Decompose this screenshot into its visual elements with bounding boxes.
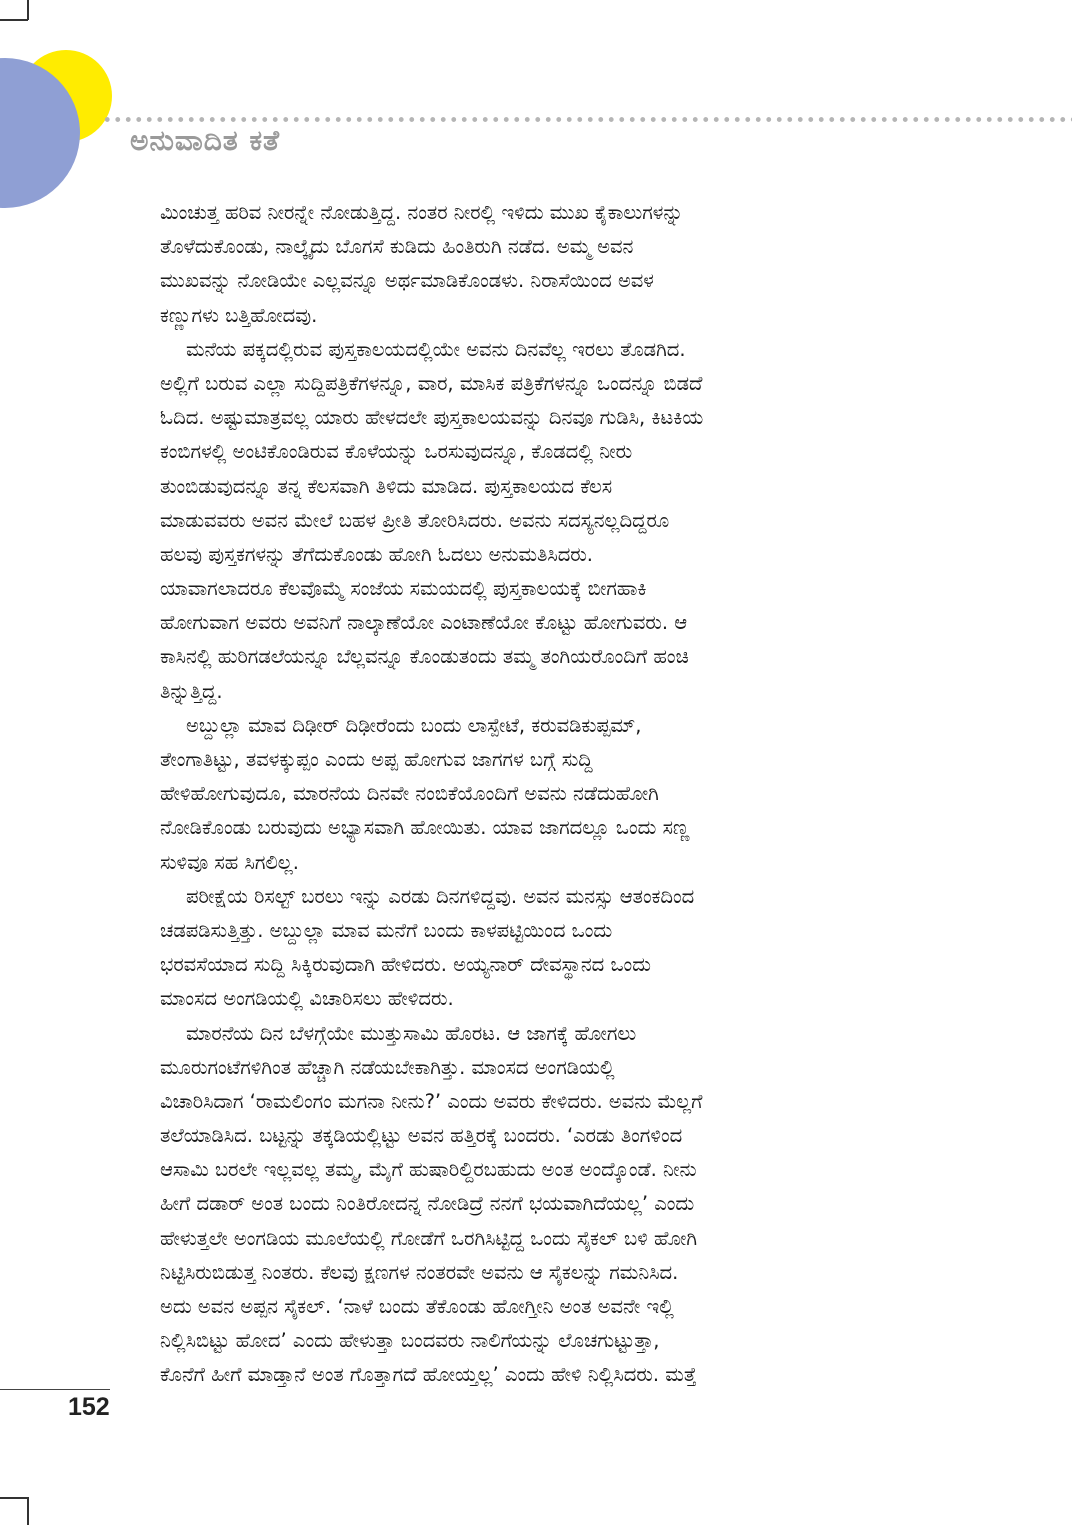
body-line: ತುಂಬಿಡುವುದನ್ನೂ ತನ್ನ ಕೆಲಸವಾಗಿ ತಿಳಿದು ಮಾಡಿದ. ಪುಸ್ತಕಾಲಯದ ಕೆಲಸ (160, 474, 613, 498)
body-line: ಮಾರನೆಯ ದಿನ ಬೆಳಗ್ಗೆಯೇ ಮುತ್ತುಸಾಮಿ ಹೊರಟ. ಆ ಜಾಗಕ್ಕೆ ಹೋಗಲು (186, 1021, 637, 1045)
body-line: ತೊಳೆದುಕೊಂಡು, ನಾಲ್ಕೈದು ಬೊಗಸೆ ಕುಡಿದು ಹಿಂತಿರುಗಿ ನಡೆದ. ಅಮ್ಮ ಅವನ (160, 235, 634, 259)
body-line: ಹೀಗೆ ದಡಾರ್ ಅಂತ ಬಂದು ನಿಂತಿರೋದನ್ನ ನೋಡಿದ್ರೆ ನನಗೆ ಭಯವಾಗಿದೆಯಲ್ಲ’ ಎಂದು (160, 1192, 695, 1216)
body-line: ಮುಖವನ್ನು ನೋಡಿಯೇ ಎಲ್ಲವನ್ನೂ ಅರ್ಥಮಾಡಿಕೊಂಡಳು. ನಿರಾಸೆಯಿಂದ ಅವಳ (160, 269, 654, 293)
body-line: ಯಾವಾಗಲಾದರೂ ಕೆಲವೊಮ್ಮೆ ಸಂಜೆಯ ಸಮಯದಲ್ಲಿ ಪುಸ್ತಕಾಲಯಕ್ಕೆ ಬೀಗಹಾಕಿ (160, 577, 647, 601)
body-line: ಹೇಳಿಹೋಗುವುದೂ, ಮಾರನೆಯ ದಿನವೇ ನಂಬಿಕೆಯೊಂದಿಗೆ ಅವನು ನಡೆದುಹೋಗಿ (160, 782, 659, 806)
body-line: ಅಲ್ಲಿಗೆ ಬರುವ ಎಲ್ಲಾ ಸುದ್ದಿಪತ್ರಿಕೆಗಳನ್ನೂ, ವಾರ, ಮಾಸಿಕ ಪತ್ರಿಕೆಗಳನ್ನೂ ಒಂದನ್ನೂ ಬಿಡದೆ (160, 371, 703, 395)
body-line: ಚಡಪಡಿಸುತ್ತಿತ್ತು. ಅಬ್ದುಲ್ಲಾ ಮಾವ ಮನೆಗೆ ಬಂದು ಕಾಳಪಟ್ಟಿಯಿಂದ ಒಂದು (160, 918, 613, 942)
page-number: 152 (68, 1393, 110, 1421)
page-number-rule (0, 1389, 110, 1390)
body-line: ವಿಚಾರಿಸಿದಾಗ ‘ರಾಮಲಿಂಗಂ ಮಗನಾ ನೀನು?’ ಎಂದು ಅವರು ಕೇಳಿದರು. ಅವನು ಮೆಲ್ಲಗೆ (160, 1089, 703, 1113)
body-line: ಕಂಬಿಗಳಲ್ಲಿ ಅಂಟಿಕೊಂಡಿರುವ ಕೊಳೆಯನ್ನು ಒರಸುವುದನ್ನೂ, ಕೊಡದಲ್ಲಿ ನೀರು (160, 440, 633, 464)
body-line: ಅಬ್ದುಲ್ಲಾ ಮಾವ ದಿಢೀರ್ ದಿಢೀರೆಂದು ಬಂದು ಲಾಸ್ಪೇಟೆ, ಕರುವಡಿಕುಪ್ಪಮ್, (186, 713, 642, 737)
crop-mark-top-left-vertical (27, 0, 29, 20)
body-line: ಹೋಗುವಾಗ ಅವರು ಅವನಿಗೆ ನಾಲ್ಕಾಣೆಯೋ ಎಂಟಾಣೆಯೋ ಕೊಟ್ಟು ಹೋಗುವರು. ಆ (160, 611, 688, 635)
body-line: ಕಾಸಿನಲ್ಲಿ ಹುರಿಗಡಲೆಯನ್ನೂ ಬೆಲ್ಲವನ್ನೂ ಕೊಂಡುತಂದು ತಮ್ಮ ತಂಗಿಯರೊಂದಿಗೆ ಹಂಚಿ (160, 645, 689, 669)
story-body-text (160, 196, 912, 1393)
crop-mark-bottom-left-horizontal (0, 1497, 28, 1499)
header-dotted-rule (102, 116, 1072, 123)
body-line: ಮಾಂಸದ ಅಂಗಡಿಯಲ್ಲಿ ವಿಚಾರಿಸಲು ಹೇಳಿದರು. (160, 987, 454, 1011)
crop-mark-bottom-left-vertical (27, 1497, 29, 1525)
body-line: ಸುಳಿವೂ ಸಹ ಸಿಗಲಿಲ್ಲ. (160, 850, 299, 874)
body-line: ನಿಟ್ಟಿಸಿರುಬಿಡುತ್ತ ನಿಂತರು. ಕೆಲವು ಕ್ಷಣಗಳ ನಂತರವೇ ಅವನು ಆ ಸೈಕಲನ್ನು ಗಮನಿಸಿದ. (160, 1260, 679, 1284)
body-line: ಕೊನೆಗೆ ಹೀಗೆ ಮಾಡ್ತಾನೆ ಅಂತ ಗೊತ್ತಾಗದೆ ಹೋಯ್ತಲ್ಲ’ ಎಂದು ಹೇಳಿ ನಿಲ್ಲಿಸಿದರು. ಮತ್ತೆ (160, 1363, 697, 1387)
body-line: ಪರೀಕ್ಷೆಯ ರಿಸಲ್ಟ್ ಬರಲು ಇನ್ನು ಎರಡು ದಿನಗಳಿದ್ದವು. ಅವನ ಮನಸ್ಸು ಆತಂಕದಿಂದ (186, 884, 695, 908)
body-line: ಅದು ಅವನ ಅಪ್ಪನ ಸೈಕಲ್. ‘ನಾಳೆ ಬಂದು ತೆಕೊಂಡು ಹೋಗ್ತೀನಿ ಅಂತ ಅವನೇ ಇಲ್ಲಿ (160, 1295, 674, 1318)
body-line: ಮಿಂಚುತ್ತ ಹರಿವ ನೀರನ್ನೇ ನೋಡುತ್ತಿದ್ದ. ನಂತರ ನೀರಲ್ಲಿ ಇಳಿದು ಮುಖ ಕೈಕಾಲುಗಳನ್ನು (160, 201, 684, 224)
body-line: ಹಲವು ಪುಸ್ತಕಗಳನ್ನು ತೆಗೆದುಕೊಂಡು ಹೋಗಿ ಓದಲು ಅನುಮತಿಸಿದರು. (160, 542, 594, 566)
crop-mark-top-left-horizontal (0, 19, 28, 21)
body-line: ಓದಿದ. ಅಷ್ಟುಮಾತ್ರವಲ್ಲ ಯಾರು ಹೇಳದಲೇ ಪುಸ್ತಕಾಲಯವನ್ನು ದಿನವೂ ಗುಡಿಸಿ, ಕಿಟಕಿಯ (160, 406, 704, 430)
body-line: ಮಾಡುವವರು ಅವನ ಮೇಲೆ ಬಹಳ ಪ್ರೀತಿ ತೋರಿಸಿದರು. ಅವನು ಸದಸ್ಯನಲ್ಲದಿದ್ದರೂ (160, 508, 670, 532)
section-title: ಅನುವಾದಿತ ಕತೆ (130, 124, 281, 157)
body-line: ಭರವಸೆಯಾದ ಸುದ್ದಿ ಸಿಕ್ಕಿರುವುದಾಗಿ ಹೇಳಿದರು. ಅಯ್ಯನಾರ್ ದೇವಸ್ಥಾನದ ಒಂದು (160, 953, 651, 977)
body-line: ನಿಲ್ಲಿಸಿಬಿಟ್ಟು ಹೋದ’ ಎಂದು ಹೇಳುತ್ತಾ ಬಂದವರು ನಾಲಿಗೆಯನ್ನು ಲೊಚಗುಟ್ಟುತ್ತಾ, (160, 1329, 660, 1353)
body-line: ಕಣ್ಣುಗಳು ಬತ್ತಿಹೋದವು. (160, 303, 318, 327)
body-line: ಹೇಳುತ್ತಲೇ ಅಂಗಡಿಯ ಮೂಲೆಯಲ್ಲಿ ಗೋಡೆಗೆ ಒರಗಿಸಿಟ್ಟಿದ್ದ ಒಂದು ಸೈಕಲ್ ಬಳಿ ಹೋಗಿ (160, 1226, 698, 1250)
body-line: ನೋಡಿಕೊಂಡು ಬರುವುದು ಅಭ್ಯಾಸವಾಗಿ ಹೋಯಿತು. ಯಾವ ಜಾಗದಲ್ಲೂ ಒಂದು ಸಣ್ಣ (160, 816, 690, 840)
body-line: ತಿನ್ನುತ್ತಿದ್ದ. (160, 679, 223, 703)
body-line: ಮನೆಯ ಪಕ್ಕದಲ್ಲಿರುವ ಪುಸ್ತಕಾಲಯದಲ್ಲಿಯೇ ಅವನು ದಿನವೆಲ್ಲ ಇರಲು ತೊಡಗಿದ. (186, 337, 686, 361)
body-line: ಆಸಾಮಿ ಬರಲೇ ಇಲ್ಲವಲ್ಲ ತಮ್ಮ, ಮೈಗೆ ಹುಷಾರಿಲ್ದಿರಬಹುದು ಅಂತ ಅಂದ್ಕೊಂಡೆ. ನೀನು (160, 1158, 697, 1182)
body-line: ತೇಂಗಾತಿಟ್ಟು, ತವಳಕ್ಕುಪ್ಪಂ ಎಂದು ಅಪ್ಪ ಹೋಗುವ ಜಾಗಗಳ ಬಗ್ಗೆ ಸುದ್ದಿ (160, 748, 593, 771)
body-line: ತಲೆಯಾಡಿಸಿದ. ಬಟ್ಟನ್ನು ತಕ್ಕಡಿಯಲ್ಲಿಟ್ಟು ಅವನ ಹತ್ತಿರಕ್ಕೆ ಬಂದರು. ‘ಎರಡು ತಿಂಗಳಿಂದ (160, 1124, 683, 1148)
body-line: ಮೂರುಗಂಟೆಗಳಿಗಿಂತ ಹೆಚ್ಚಾಗಿ ನಡೆಯಬೇಕಾಗಿತ್ತು. ಮಾಂಸದ ಅಂಗಡಿಯಲ್ಲಿ (160, 1055, 615, 1079)
